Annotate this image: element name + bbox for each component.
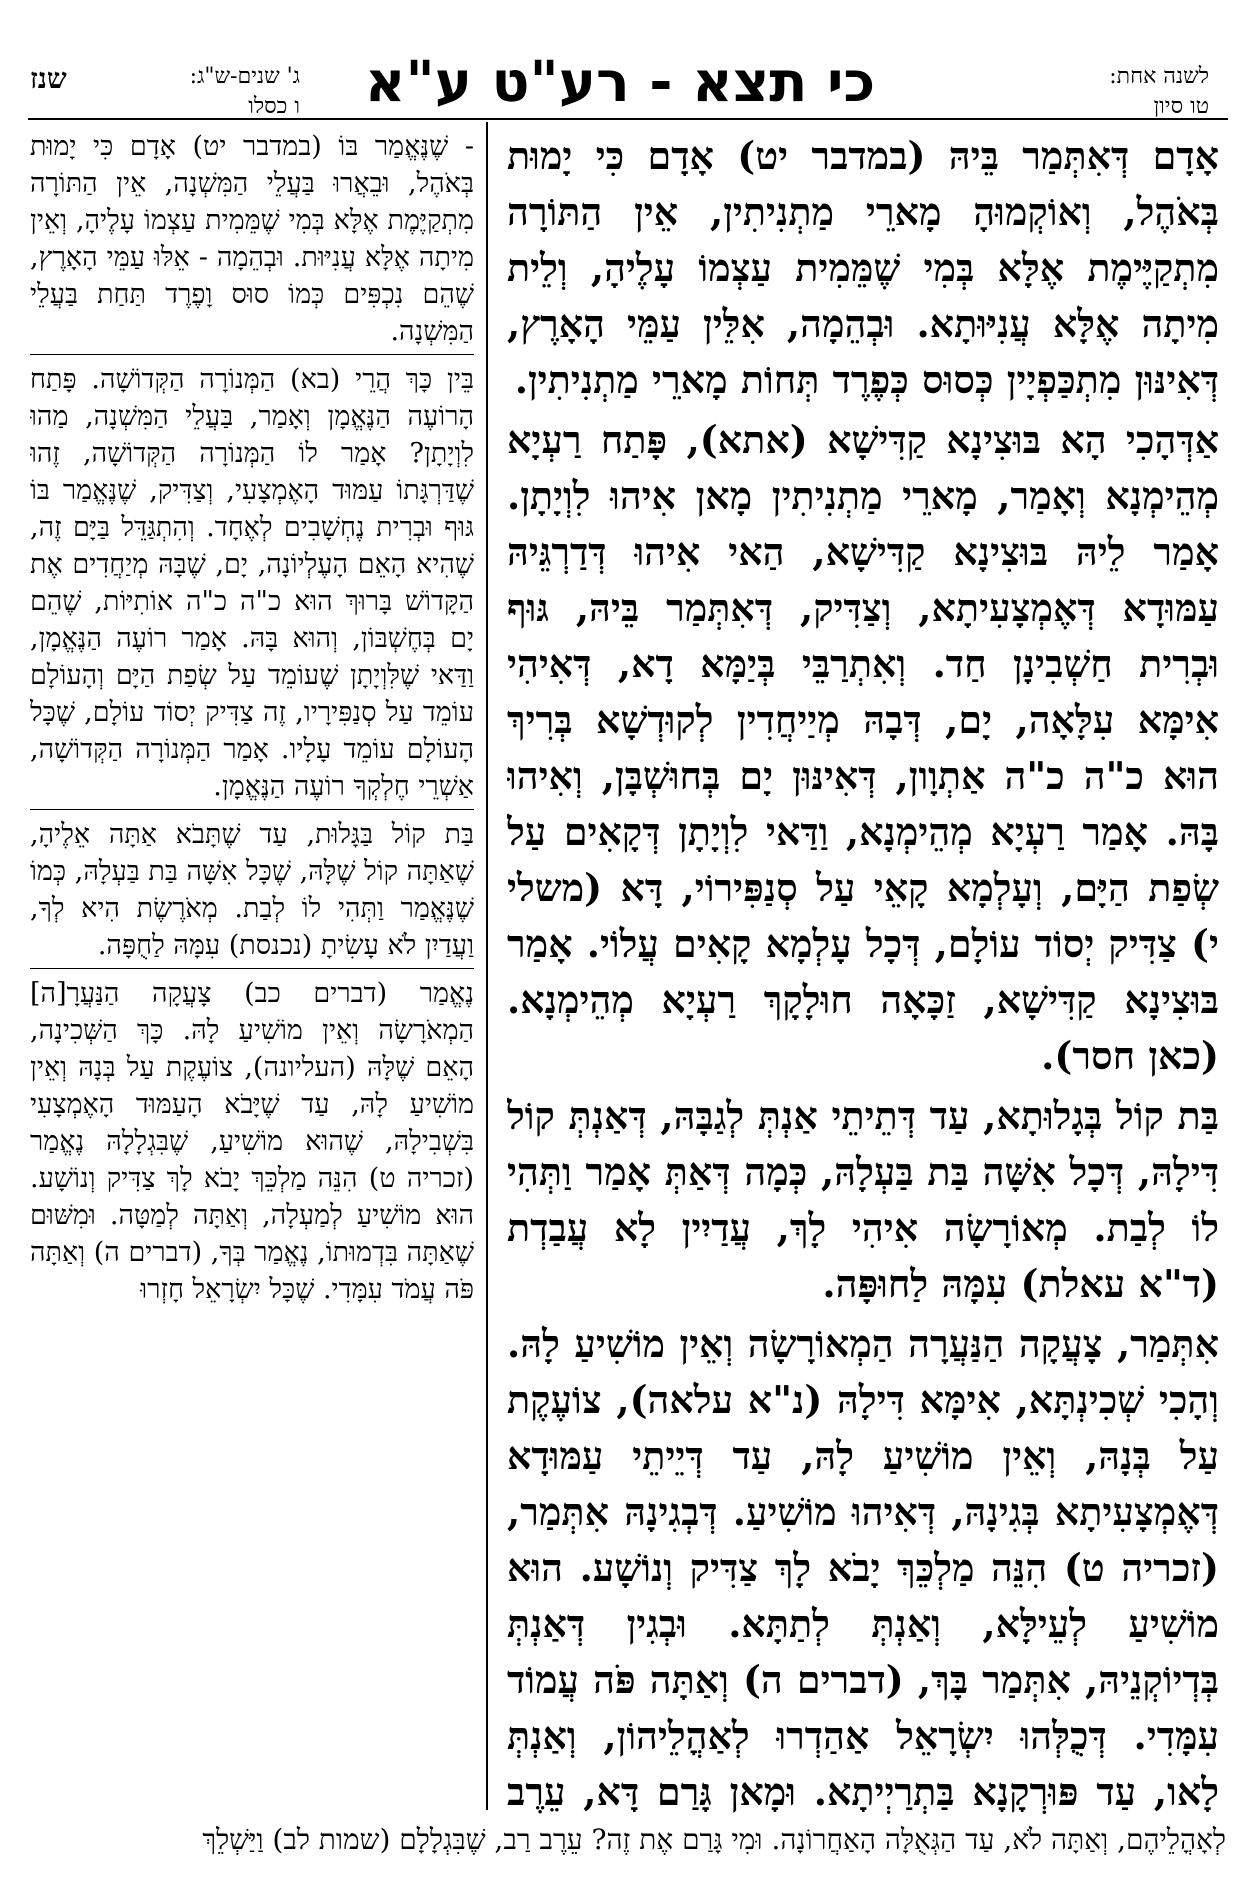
translation-paragraph-1: - שֶׁנֶּאֱמַר בּוֹ (במדבר יט) אָדָם כִּי יָמוּת בְּאֹהֶל, וּבֵאֲרוּ בַּעֲלֵי הַמִּשְׁנָה, אֵין הַתּוֹרָה מִתְקַיֶּמֶת אֶלָּא בְּמִי שֶׁמֵּמִית עַצְמוֹ עָלֶיהָ, וְאֵין מִיתָה אֶלָּא עֲנִיּוּת. וּבְהֵמָה - אֵלּוּ עַמֵּי הָאָרֶץ, שֶׁהֵם נִכְפִּים כְּמוֹ סוּס וָפֶרֶד תַּחַת בַּעֲלֵי הַמִּשְׁנָה. — [30, 128, 474, 355]
header-left-line2: ו כסלו — [248, 94, 300, 119]
header-divider — [28, 118, 1228, 120]
main-paragraph-2: אַדְּהָכִי הָא בּוּצִינָא קַדִּישָׁא (אתא), פָּתַח רַעְיָא מְהֵימְנָא וְאָמַר, מָארֵי מַתְנִיתִין מָאן אִיהוּ לִוְיָתָן. אָמַר לֵיהּ בּוּצִינָא קַדִּישָׁא, הַאי אִיהוּ דְּדַרְגֵּיהּ עַמּוּדָא דְּאֶמְצָעִיתָא, וְצַדִּיק, דְּאִתְּמַר בֵּיהּ, גּוּף וּבְרִית חַשְׁבִינָן חַד. וְאִתְרַבֵּי בְּיַמָּא דָא, דְּאִיהִי אִימָּא עִלָּאָה, יָם, דְּבָהּ מְיַיחֲדִין לְקוּדְשָׁא בְּרִיךְ הוּא כ"ה כ"ה אַתְוָון, דְּאִינּוּן יָם בְּחוּשְׁבָּן, וְאִיהוּ בָּהּ. אָמַר רַעְיָא מְהֵימְנָא, וַדַּאי לִוְיָתָן דְּקָאִים עַל שְׂפַת הַיָּם, וְעָלְמָא קָאֵי עַל סְנַפִּירוֹי, דָּא (משלי י) צַדִּיק יְסוֹד עוֹלָם, דְּכָל עָלְמָא קָאִים עֲלוֹי. אָמַר בּוּצִינָא קַדִּישָׁא, זַכָּאָה חוּלָקָךְ רַעְיָא מְהֵימְנָא. (כאן חסר). — [507, 417, 1219, 1078]
main-paragraph-4: אִתְּמַר, צָעֲקָה הַנַּעֲרָה הַמְאוֹרָשָׂה וְאֵין מוֹשִׁיעַ לָהּ. וְהָכִי שְׁכִינְתָּא, אִימָּא דִּילָהּ (נ"א עלאה), צוֹעֶקֶת עַל בְּנָהּ, וְאֵין מוֹשִׁיעַ לָהּ, עַד דְּיֵיתֵי עַמּוּדָא דְּאֶמְצָעִיתָא בְּגִינָהּ, דְּאִיהוּ מוֹשִׁיעַ. דְּבְגִינָהּ אִתְּמַר, (זכריה ט) הִנֵּה מַלְכֵּךְ יָבֹא לָךְ צַדִּיק וְנוֹשָׁע. הוּא מוֹשִׁיעַ לְעֵילָּא, וְאַנְתְּ לְתַתָּא. וּבְגִין דְּאַנְתְּ בְּדְיוֹקְנֵיהּ, אִתְּמַר בָּךְ, (דברים ה) וְאַתָּה פֹּה עֲמוֹד עִמָּדִי. דְּכֻלְּהוּ יִשְׂרָאֵל אַהַדְרוּ לְאַהֳלֵיהוֹן, וְאַנְתְּ לָאו, עַד פּוּרְקָנָא בַּתְרַיְיתָא. וּמָאן גָּרַם דָּא, עֵרֶב — [507, 1321, 1219, 1814]
page-number: שנז — [30, 62, 67, 95]
column-divider — [486, 122, 488, 1810]
translation-paragraph-4: נֶאֱמַר (דברים כב) צָעֲקָה הַנַּעֲרָ[ה] הַמְאֹרָשָׂה וְאֵין מוֹשִׁיעַ לָהּ. כָּךְ הַשְּׁכִינָה, הָאֵם שֶׁלָּהּ (העליונה), צוֹעֶקֶת עַל בְּנָהּ וְאֵין מוֹשִׁיעַ לָהּ, עַד שֶׁיָּבֹא הָעַמּוּד הָאֶמְצָעִי בִּשְׁבִילָהּ, שֶׁהוּא מוֹשִׁיעַ, שֶׁבִּגְלָלָהּ נֶאֱמַר (זכריה ט) הִנֵּה מַלְכֵּךְ יָבֹא לָךְ צַדִּיק וְנוֹשָׁע. הוּא מוֹשִׁיעַ לְמַעְלָה, וְאַתָּה לְמַטָּה. וּמִשּׁוּם שֶׁאַתָּה בִּדְמוּתוֹ, נֶאֱמַר בְּךָ, (דברים ה) וְאַתָּה פֹּה עֲמֹד עִמָּדִי. שֶׁכָּל יִשְׂרָאֵל חָזְרוּ — [30, 978, 474, 1305]
translation-column — [30, 128, 474, 1818]
main-paragraph-3: בַּת קוֹל בְּגָלוּתָא, עַד דְּתֵיתֵי אַנְתְּ לְגַבָּהּ, דְּאַנְתְּ קוֹל דִּילָהּ, דְּכָל אִשָּׁה בַּת בַּעְלָהּ, כְּמָה דְּאַתְּ אָמַר וַתְּהִי לוֹ לְבַת. מְאוֹרָשָׂה אִיהִי לָךְ, עֲדַיִין לָא עֲבַדְת (ד"א עאלת) עִמָּהּ לַחוּפָּה. — [507, 1093, 1219, 1306]
header-left-date — [130, 62, 300, 122]
translation-paragraph-3: בַּת קוֹל בַּגָּלוּת, עַד שֶׁתָּבֹא אַתָּה אֵלֶיהָ, שֶׁאַתָּה קוֹל שֶׁלָּהּ, שֶׁכָּל אִשָּׁה בַּת בַּעְלָהּ, כְּמוֹ שֶׁנֶּאֱמַר וַתְּהִי לוֹ לְבַת. מְאֹרֶשֶׂת הִיא לְךָ, וַעֲדַיִן לֹא עָשִׂיתָ (נכנסת) עִמָּהּ לַחֻפָּה. — [30, 816, 474, 969]
main-text-column — [507, 128, 1219, 1818]
main-paragraph-1: אָדָם דְּאִתְּמַר בֵּיהּ (במדבר יט) אָדָם כִּי יָמוּת בְּאֹהֶל, וְאוֹקְמוּהָ מָארֵי מַתְנִיתִין, אֵין הַתּוֹרָה מִתְקַיֶּימֶת אֶלָּא בְּמִי שֶׁמֵּמִית עַצְמוֹ עָלֶיהָ, וְלֵית מִיתָה אֶלָּא עֲנִיּוּתָא. וּבְהֵמָה, אִלֵּין עַמֵּי הָאָרֶץ, דְּאִינּוּן מִתְכַּפְיָין כְּסוּס כְּפֶרֶד תְּחוֹת מָארֵי מַתְנִיתִין. — [507, 133, 1219, 402]
page-title: כי תצא - רע"ט ע"א — [364, 50, 876, 115]
header-right-line1: לשנה אחת: — [1109, 64, 1209, 89]
bottom-continuation-line: לְאָהֳלֵיהֶם, וְאַתָּה לֹא, עַד הַגְּאֻלָּה הָאַחֲרוֹנָה. וּמִי גָּרַם אֶת זֶה? עֵרֶב רַב, שֶׁבִּגְלָלָם (שמות לב) וַיַּשְׁלֵךְ — [202, 1823, 1226, 1856]
header-right-date — [1029, 62, 1209, 122]
translation-paragraph-2: בֵּין כָּךְ הֲרֵי (בא) הַמְּנוֹרָה הַקְּדוֹשָׁה. פָּתַח הָרוֹעֶה הַנֶּאֱמָן וְאָמַר, בַּעֲלֵי הַמִּשְׁנָה, מַהוּ לִוְיָתָן? אָמַר לוֹ הַמְּנוֹרָה הַקְּדוֹשָׁה, זֶהוּ שֶׁדַּרְגָּתוֹ עַמּוּד הָאֶמְצָעִי, וְצַדִּיק, שֶׁנֶּאֱמַר בּוֹ גּוּף וּבְרִית נֶחְשָׁבִים לְאֶחָד. וְהִתְגַּדֵּל בַּיָּם זֶה, שֶׁהִיא הָאֵם הָעֶלְיוֹנָה, יָם, שֶׁבָּהּ מְיַחֲדִים אֶת הַקָּדוֹשׁ בָּרוּךְ הוּא כ"ה כ"ה אוֹתִיּוֹת, שֶׁהֵם יָם בְּחֶשְׁבּוֹן, וְהוּא בָּהּ. אָמַר רוֹעֶה הַנֶּאֱמָן, וַדַּאי שֶׁלִּוְיָתָן שֶׁעוֹמֵד עַל שְׂפַת הַיָּם וְהָעוֹלָם עוֹמֵד עַל סְנַפִּירָיו, זֶה צַדִּיק יְסוֹד עוֹלָם, שֶׁכָּל הָעוֹלָם עוֹמֵד עָלָיו. אָמַר הַמְּנוֹרָה הַקְּדוֹשָׁה, אַשְׁרֵי חֶלְקְךָ רוֹעֶה הַנֶּאֱמָן. — [30, 361, 474, 810]
header-left-line1: ג' שנים-ש"ג: — [189, 64, 300, 89]
header-right-line2: טו סיון — [1153, 94, 1209, 119]
